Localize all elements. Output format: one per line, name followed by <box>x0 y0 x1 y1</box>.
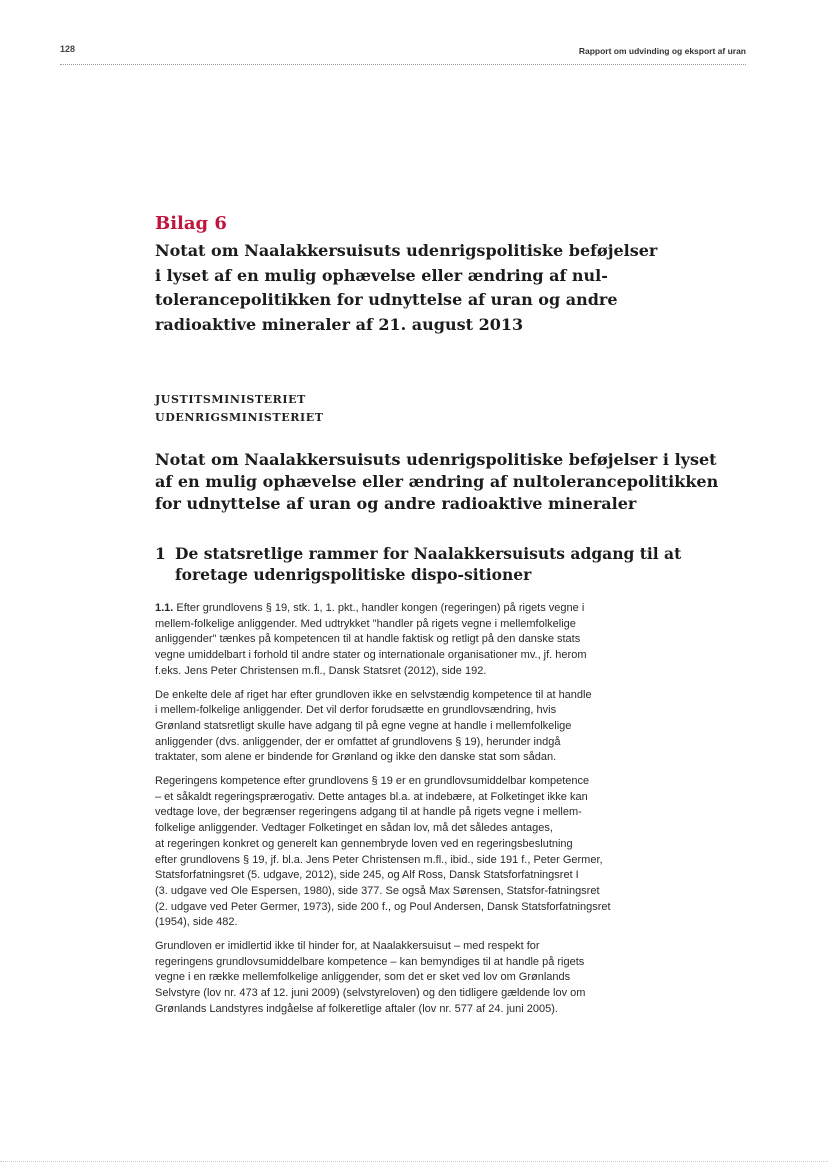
paragraph-line: Grønlands Landstyres indgåelse af folkeretlige aftaler (lov nr. 577 af 24. juni 2005). <box>155 1002 558 1015</box>
section-heading <box>155 543 682 585</box>
paragraph-line: Selvstyre (lov nr. 473 af 12. juni 2009) (selvstyreloven) og den tidligere gældende lov om <box>155 987 586 1000</box>
paragraph <box>155 939 665 1018</box>
ministries <box>155 391 665 427</box>
paragraph-line: anliggender (dvs. anliggender, der er omfattet af grundlovens § 19), herunder indgå <box>155 735 561 748</box>
section-title <box>175 543 681 585</box>
paragraph-line: regeringens grundlovsumiddelbare kompetence – kan bemyndiges til at handle på rigets <box>155 955 585 968</box>
running-title: Rapport om udvinding og eksport af uran <box>578 46 746 56</box>
page-number: 128 <box>60 44 76 54</box>
paragraph-line: (3. udgave ved Ole Espersen, 1980), side 377. Se også Max Sørensen, Statsfor-fatningsret <box>155 884 600 897</box>
appendix-title <box>155 239 665 337</box>
paragraph <box>155 601 665 680</box>
appendix-title-line: i lyset af en mulig ophævelse eller ændring af nul- <box>155 265 608 285</box>
paragraph-line: Regeringens kompetence efter grundlovens § 19 er en grundlovsumiddelbar kompetence <box>155 775 590 788</box>
paragraph-line: Statsforfatningsret (5. udgave, 2012), side 245, og Alf Ross, Dansk Statsforfatningsret I <box>155 869 579 882</box>
paragraph-line: vegne i en række mellemfolkelige anliggender, som det er sket ved lov om Grønlands <box>155 971 571 984</box>
paragraph <box>155 688 665 767</box>
paragraph-line: Grønland statsretligt skulle have adgang til på egne vegne at handle i mellemfolkelige <box>155 719 572 732</box>
paragraph-line: De enkelte dele af riget har efter grundloven ikke en selvstændig kompetence til at handle <box>155 688 592 701</box>
paragraph-line: efter grundlovens § 19, jf. bl.a. Jens Peter Christensen m.fl., ibid., side 191 f., Peter Germer, <box>155 853 603 866</box>
paragraph-number: 1.1. <box>155 602 174 614</box>
page-header <box>60 42 746 65</box>
page-content <box>155 213 719 1026</box>
body-text <box>155 601 665 1018</box>
appendix-title-line: radioaktive mineraler af 21. august 2013 <box>155 314 524 334</box>
ministry-name: JUSTITSMINISTERIET <box>155 393 306 406</box>
appendix-title-line: Notat om Naalakkersuisuts udenrigspolitiske beføjelser <box>155 241 658 260</box>
appendix-label: Bilag 6 <box>155 213 227 234</box>
section-title-line: De statsretlige rammer for Naalakkersuisuts adgang til at <box>175 544 682 563</box>
paragraph-line: vedtage love, der begrænser regeringens adgang til at handle på rigets vegne i mellem- <box>155 806 582 819</box>
paragraph-line: Grundloven er imidlertid ikke til hinder for, at Naalakkersuisut – med respekt for <box>155 940 540 953</box>
paragraph-line: folkelige anliggender. Vedtager Folketinget en sådan lov, må det således antages, <box>155 822 553 835</box>
paragraph <box>155 774 665 931</box>
paragraph-line: anliggender" tænkes på kompetencen til at handle faktisk og retligt på den danske stats <box>155 633 581 646</box>
paragraph-line <box>155 601 665 617</box>
section-title-line: foretage udenrigspolitiske dispo-sitioner <box>175 565 532 584</box>
paragraph-line: vegne umiddelbart i forhold til andre stater og internationale organisationer mv., jf. herom <box>155 649 587 662</box>
ministry-name: UDENRIGSMINISTERIET <box>155 411 324 424</box>
paragraph-line: at regeringen konkret og generelt kan gennembryde loven ved en regeringsbeslutning <box>155 837 573 850</box>
document-title-line: for udnyttelse af uran og andre radioaktive mineraler <box>155 494 637 513</box>
paragraph-line: (1954), side 482. <box>155 916 238 929</box>
paragraph-line: i mellem-folkelige anliggender. Det vil derfor forudsætte en grundlovsændring, hvis <box>155 704 557 717</box>
appendix-title-line: tolerancepolitikken for udnyttelse af uran og andre <box>155 290 618 309</box>
paragraph-line: f.eks. Jens Peter Christensen m.fl., Dansk Statsret (2012), side 192. <box>155 664 487 677</box>
document-title-line: Notat om Naalakkersuisuts udenrigspolitiske beføjelser i lyset <box>155 450 717 469</box>
paragraph-line: (2. udgave ved Peter Germer, 1973), side 200 f., og Poul Andersen, Dansk Statsforfatningsret <box>155 900 611 913</box>
paragraph-line-text: Efter grundlovens § 19, stk. 1, 1. pkt., handler kongen (regeringen) på rigets vegne i <box>173 602 585 614</box>
section-number: 1 <box>155 544 166 563</box>
paragraph-line: traktater, som alene er bindende for Grønland og ikke den danske stat som sådan. <box>155 751 557 764</box>
document-title <box>155 449 719 515</box>
paragraph-line: – et såkaldt regeringsprærogativ. Dette antages bl.a. at indebære, at Folketinget ikke kan <box>155 790 588 803</box>
paragraph-line: mellem-folkelige anliggender. Med udtrykket "handler på rigets vegne i mellemfolkelige <box>155 617 576 630</box>
document-title-line: af en mulig ophævelse eller ændring af nultolerancepolitikken <box>155 472 719 491</box>
scan-edge-divider <box>0 1161 828 1163</box>
